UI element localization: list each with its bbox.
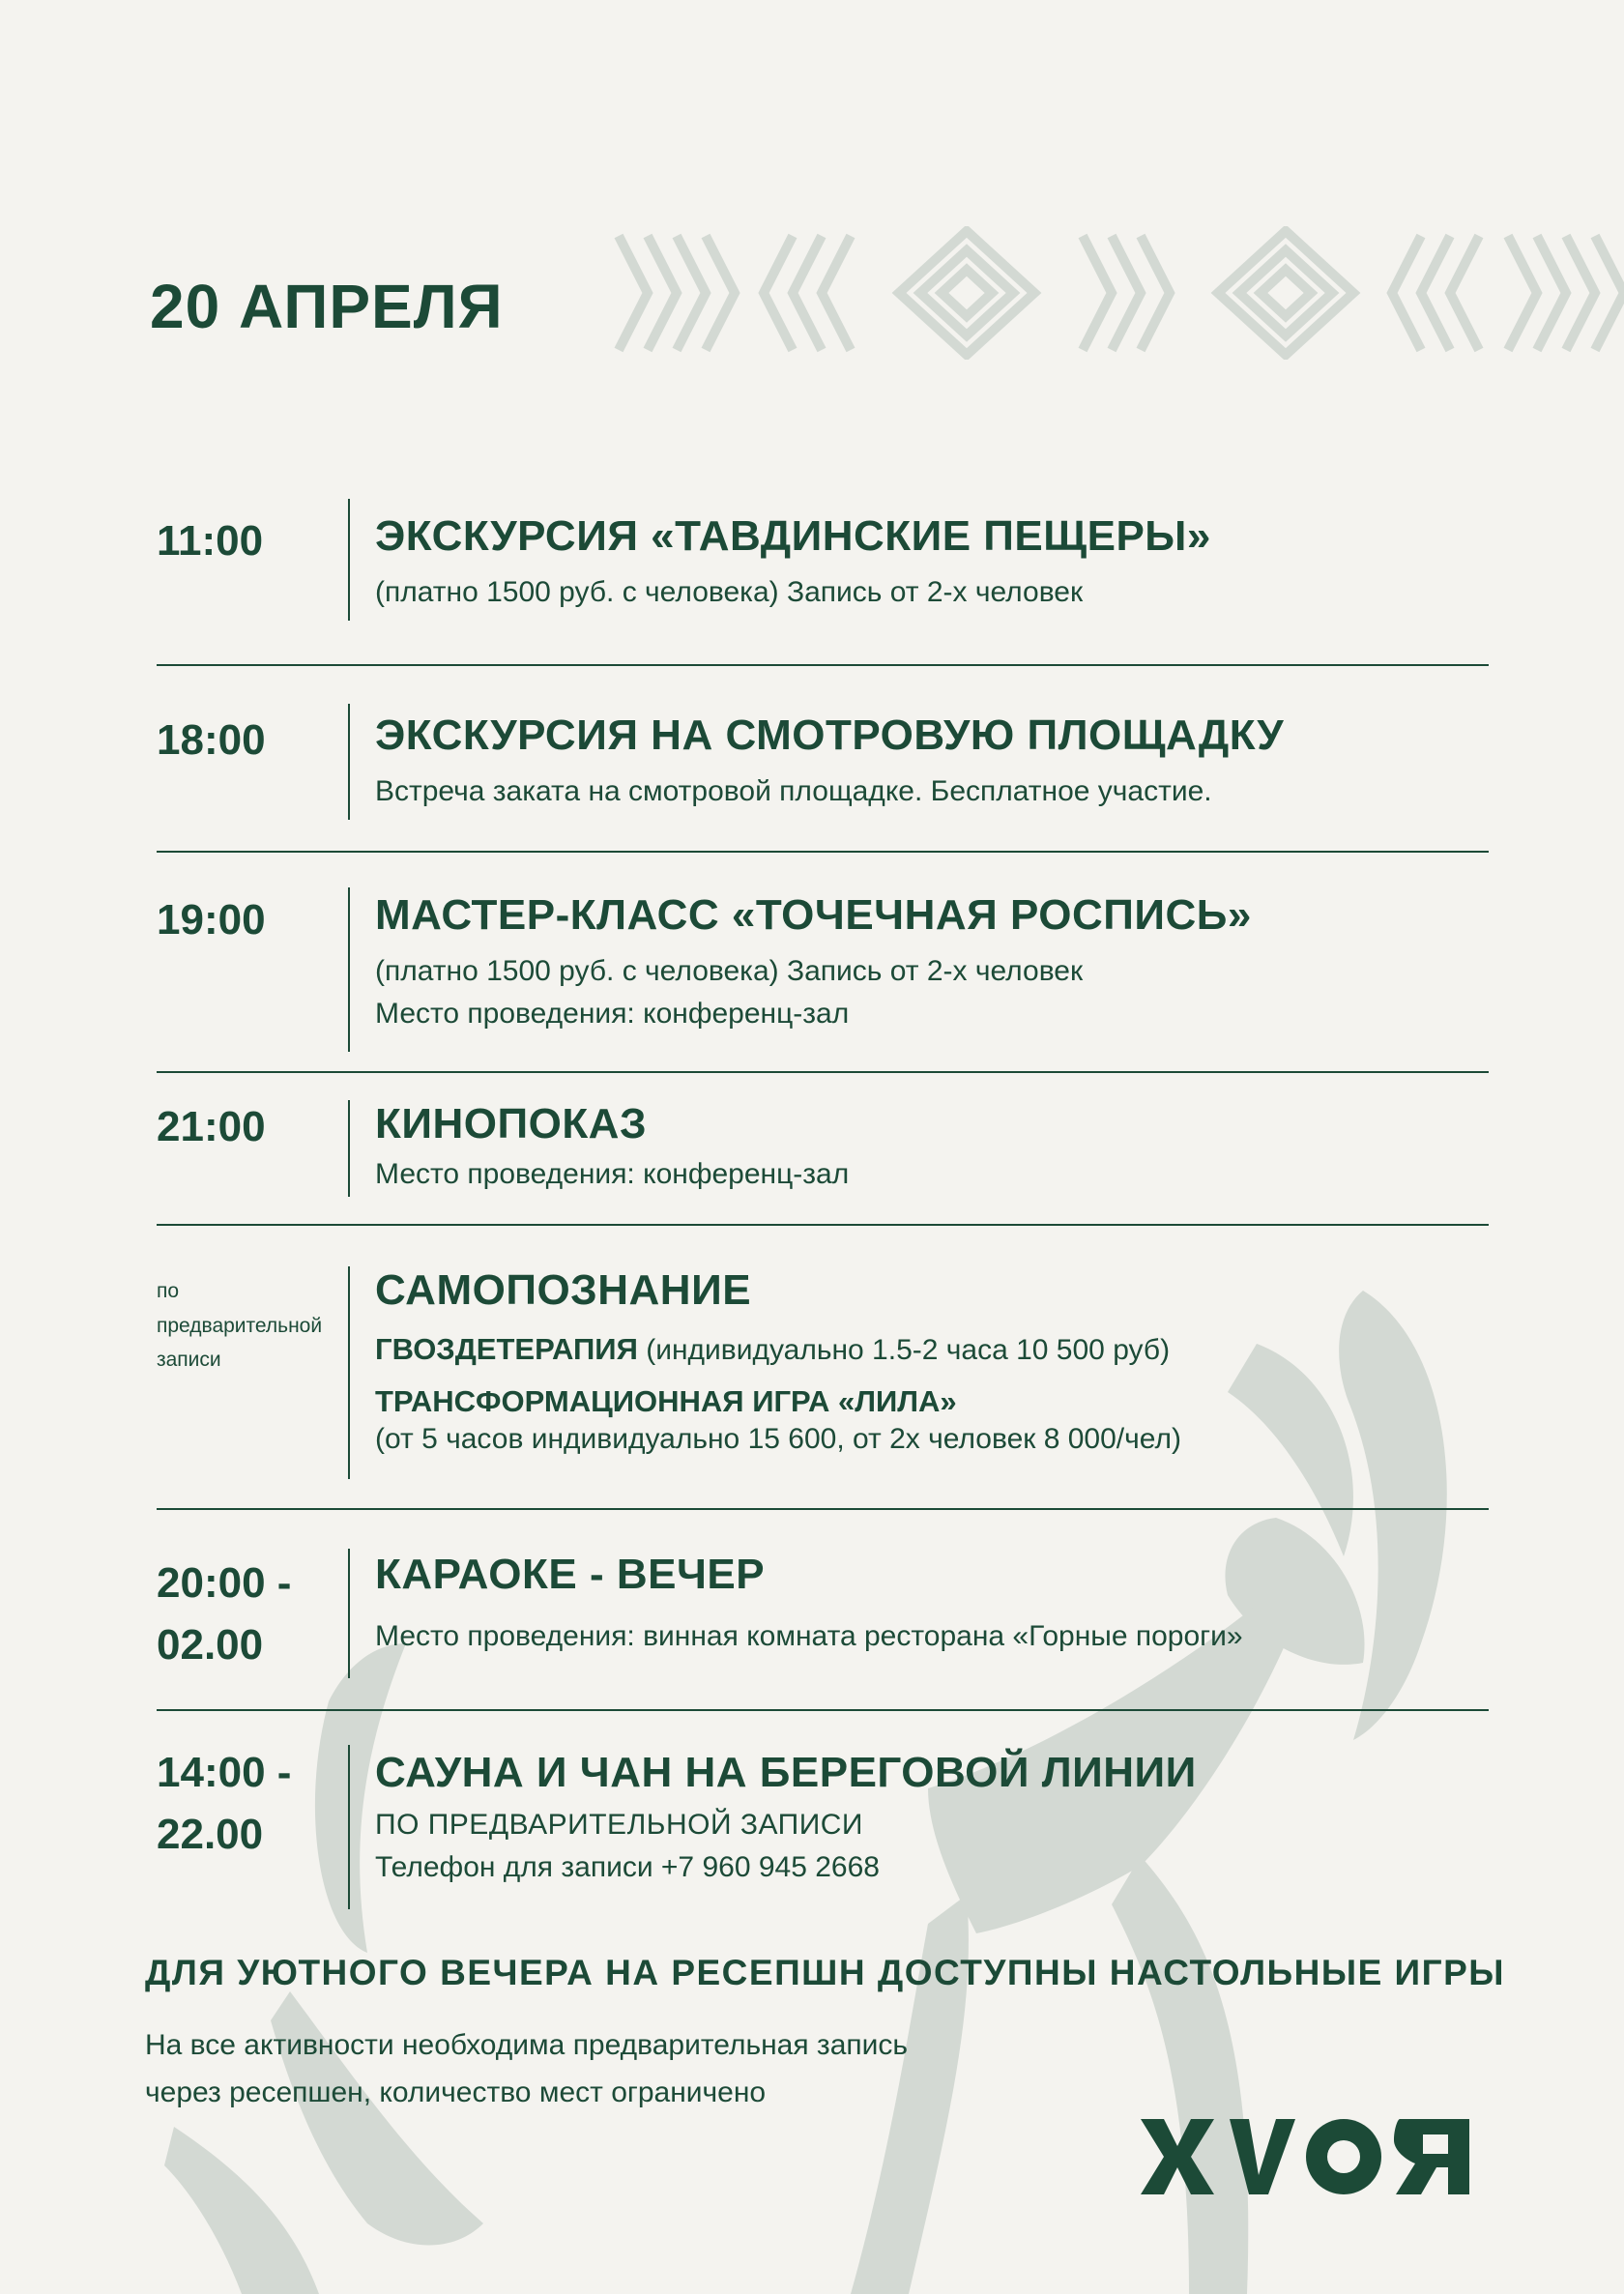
event-title: САМОПОЗНАНИЕ [375,1266,752,1314]
time-line: 14:00 - [157,1749,292,1796]
hvoya-logo-icon [1141,2119,1469,2194]
service-name: ГВОЗДЕТЕРАПИЯ [375,1332,638,1366]
event-detail: Встреча заката на смотровой площадке. Бесплатное участие. [375,775,1212,807]
time-line: 20:00 - [157,1559,292,1607]
event-time-note [157,1274,340,1378]
divider [157,664,1489,666]
event-location: Место проведения: конференц-зал [375,998,850,1030]
time-line: 22.00 [157,1810,264,1858]
divider [157,1709,1489,1711]
event-title: КИНОПОКАЗ [375,1100,648,1147]
board-games-heading: ДЛЯ УЮТНОГО ВЕЧЕРА НА РЕСЕПШН ДОСТУПНЫ НАСТОЛЬНЫЕ ИГРЫ [145,1953,1506,1992]
service-detail: (от 5 часов индивидуально 15 600, от 2х человек 8 000/чел) [375,1423,1181,1455]
service-name: ТРАНСФОРМАЦИОННАЯ ИГРА «ЛИЛА» [375,1384,957,1418]
booking-note-line: через ресепшен, количество мест ограничено [145,2076,767,2108]
event-detail: (платно 1500 руб. с человека) Запись от 2-х человек [375,576,1084,608]
event-time: 11:00 [157,517,264,565]
page-title: 20 АПРЕЛЯ [150,272,504,341]
divider [157,1071,1489,1073]
event-title: ЭКСКУРСИЯ НА СМОТРОВУЮ ПЛОЩАДКУ [375,711,1285,759]
ornament-pattern-icon [609,226,1624,360]
service-item [375,1384,1487,1456]
time-line: 02.00 [157,1620,264,1669]
divider [157,851,1489,853]
divider [157,1508,1489,1510]
divider [157,1224,1489,1226]
time-note-line: предварительной [157,1314,323,1337]
event-phone: Телефон для записи +7 960 945 2668 [375,1851,880,1883]
service-item [375,1332,1487,1367]
event-title: КАРАОКЕ - ВЕЧЕР [375,1551,766,1598]
event-detail: (платно 1500 руб. с человека) Запись от 2-х человек [375,955,1084,987]
event-location: Место проведения: конференц-зал [375,1158,850,1190]
event-time [157,1553,340,1676]
event-time: 18:00 [157,716,266,764]
service-detail: (индивидуально 1.5-2 часа 10 500 руб) [637,1334,1171,1366]
time-note-line: записи [157,1349,221,1372]
booking-note-line: На все активности необходима предварительная запись [145,2029,909,2061]
event-booking-note: ПО ПРЕДВАРИТЕЛЬНОЙ ЗАПИСИ [375,1809,863,1841]
event-location: Место проведения: винная комната ресторана «Горные пороги» [375,1620,1243,1652]
event-time: 19:00 [157,896,266,944]
time-note-line: по [157,1280,180,1302]
event-title: МАСТЕР-КЛАСС «ТОЧЕЧНАЯ РОСПИСЬ» [375,891,1252,939]
event-title: ЭКСКУРСИЯ «ТАВДИНСКИЕ ПЕЩЕРЫ» [375,512,1211,560]
booking-note [145,2022,1305,2116]
event-time: 21:00 [157,1103,266,1150]
event-time [157,1742,340,1866]
event-title: САУНА И ЧАН НА БЕРЕГОВОЙ ЛИНИИ [375,1749,1197,1796]
